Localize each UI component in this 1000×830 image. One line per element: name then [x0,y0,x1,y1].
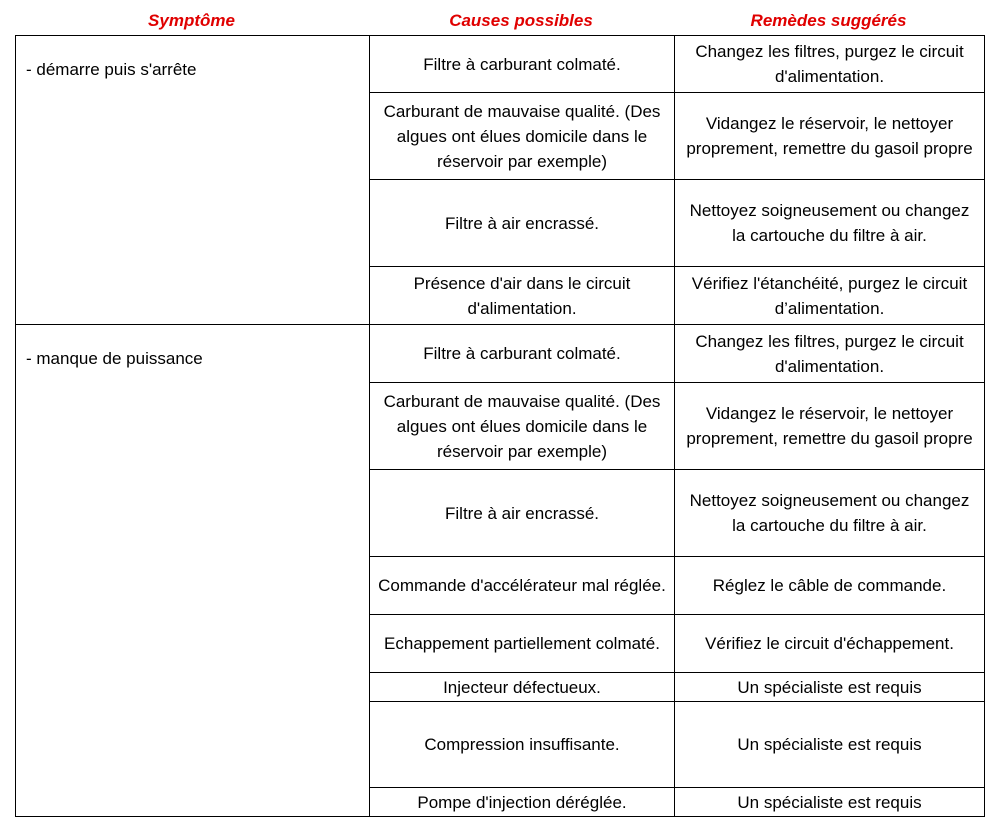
cause-cell: Compression insuffisante. [370,702,675,788]
header-remedies: Remèdes suggérés [750,11,907,30]
table-row [16,325,985,383]
table-row [16,36,985,93]
cause-cell: Filtre à carburant colmaté. [370,36,675,93]
remedy-cell: Vérifiez l'étanchéité, purgez le circuit d’alimentation. [675,267,985,325]
troubleshooting-table [15,35,985,817]
remedy-cell: Nettoyez soigneusement ou changez la cartouche du filtre à air. [675,180,985,267]
remedy-cell: Changez les filtres, purgez le circuit d'alimentation. [675,325,985,383]
cause-cell: Filtre à air encrassé. [370,470,675,557]
cause-cell: Carburant de mauvaise qualité. (Des algues ont élues domicile dans le réservoir par exemple) [370,93,675,180]
table-header-row [15,8,983,34]
cause-cell: Echappement partiellement colmaté. [370,615,675,673]
remedy-cell: Un spécialiste est requis [675,788,985,817]
remedy-cell: Nettoyez soigneusement ou changez la cartouche du filtre à air. [675,470,985,557]
remedy-cell: Réglez le câble de commande. [675,557,985,615]
symptom-cell: - démarre puis s'arrête [16,36,370,325]
cause-cell: Injecteur défectueux. [370,673,675,702]
cause-cell: Pompe d'injection déréglée. [370,788,675,817]
cause-cell: Filtre à carburant colmaté. [370,325,675,383]
remedy-cell: Un spécialiste est requis [675,673,985,702]
cause-cell: Filtre à air encrassé. [370,180,675,267]
remedy-cell: Vérifiez le circuit d'échappement. [675,615,985,673]
remedy-cell: Vidangez le réservoir, le nettoyer proprement, remettre du gasoil propre [675,93,985,180]
symptom-cell: - manque de puissance [16,325,370,817]
header-causes: Causes possibles [449,11,593,30]
header-symptom: Symptôme [148,11,235,30]
cause-cell: Présence d'air dans le circuit d'alimentation. [370,267,675,325]
remedy-cell: Changez les filtres, purgez le circuit d'alimentation. [675,36,985,93]
remedy-cell: Vidangez le réservoir, le nettoyer proprement, remettre du gasoil propre [675,383,985,470]
remedy-cell: Un spécialiste est requis [675,702,985,788]
cause-cell: Commande d'accélérateur mal réglée. [370,557,675,615]
cause-cell: Carburant de mauvaise qualité. (Des algues ont élues domicile dans le réservoir par exemple) [370,383,675,470]
